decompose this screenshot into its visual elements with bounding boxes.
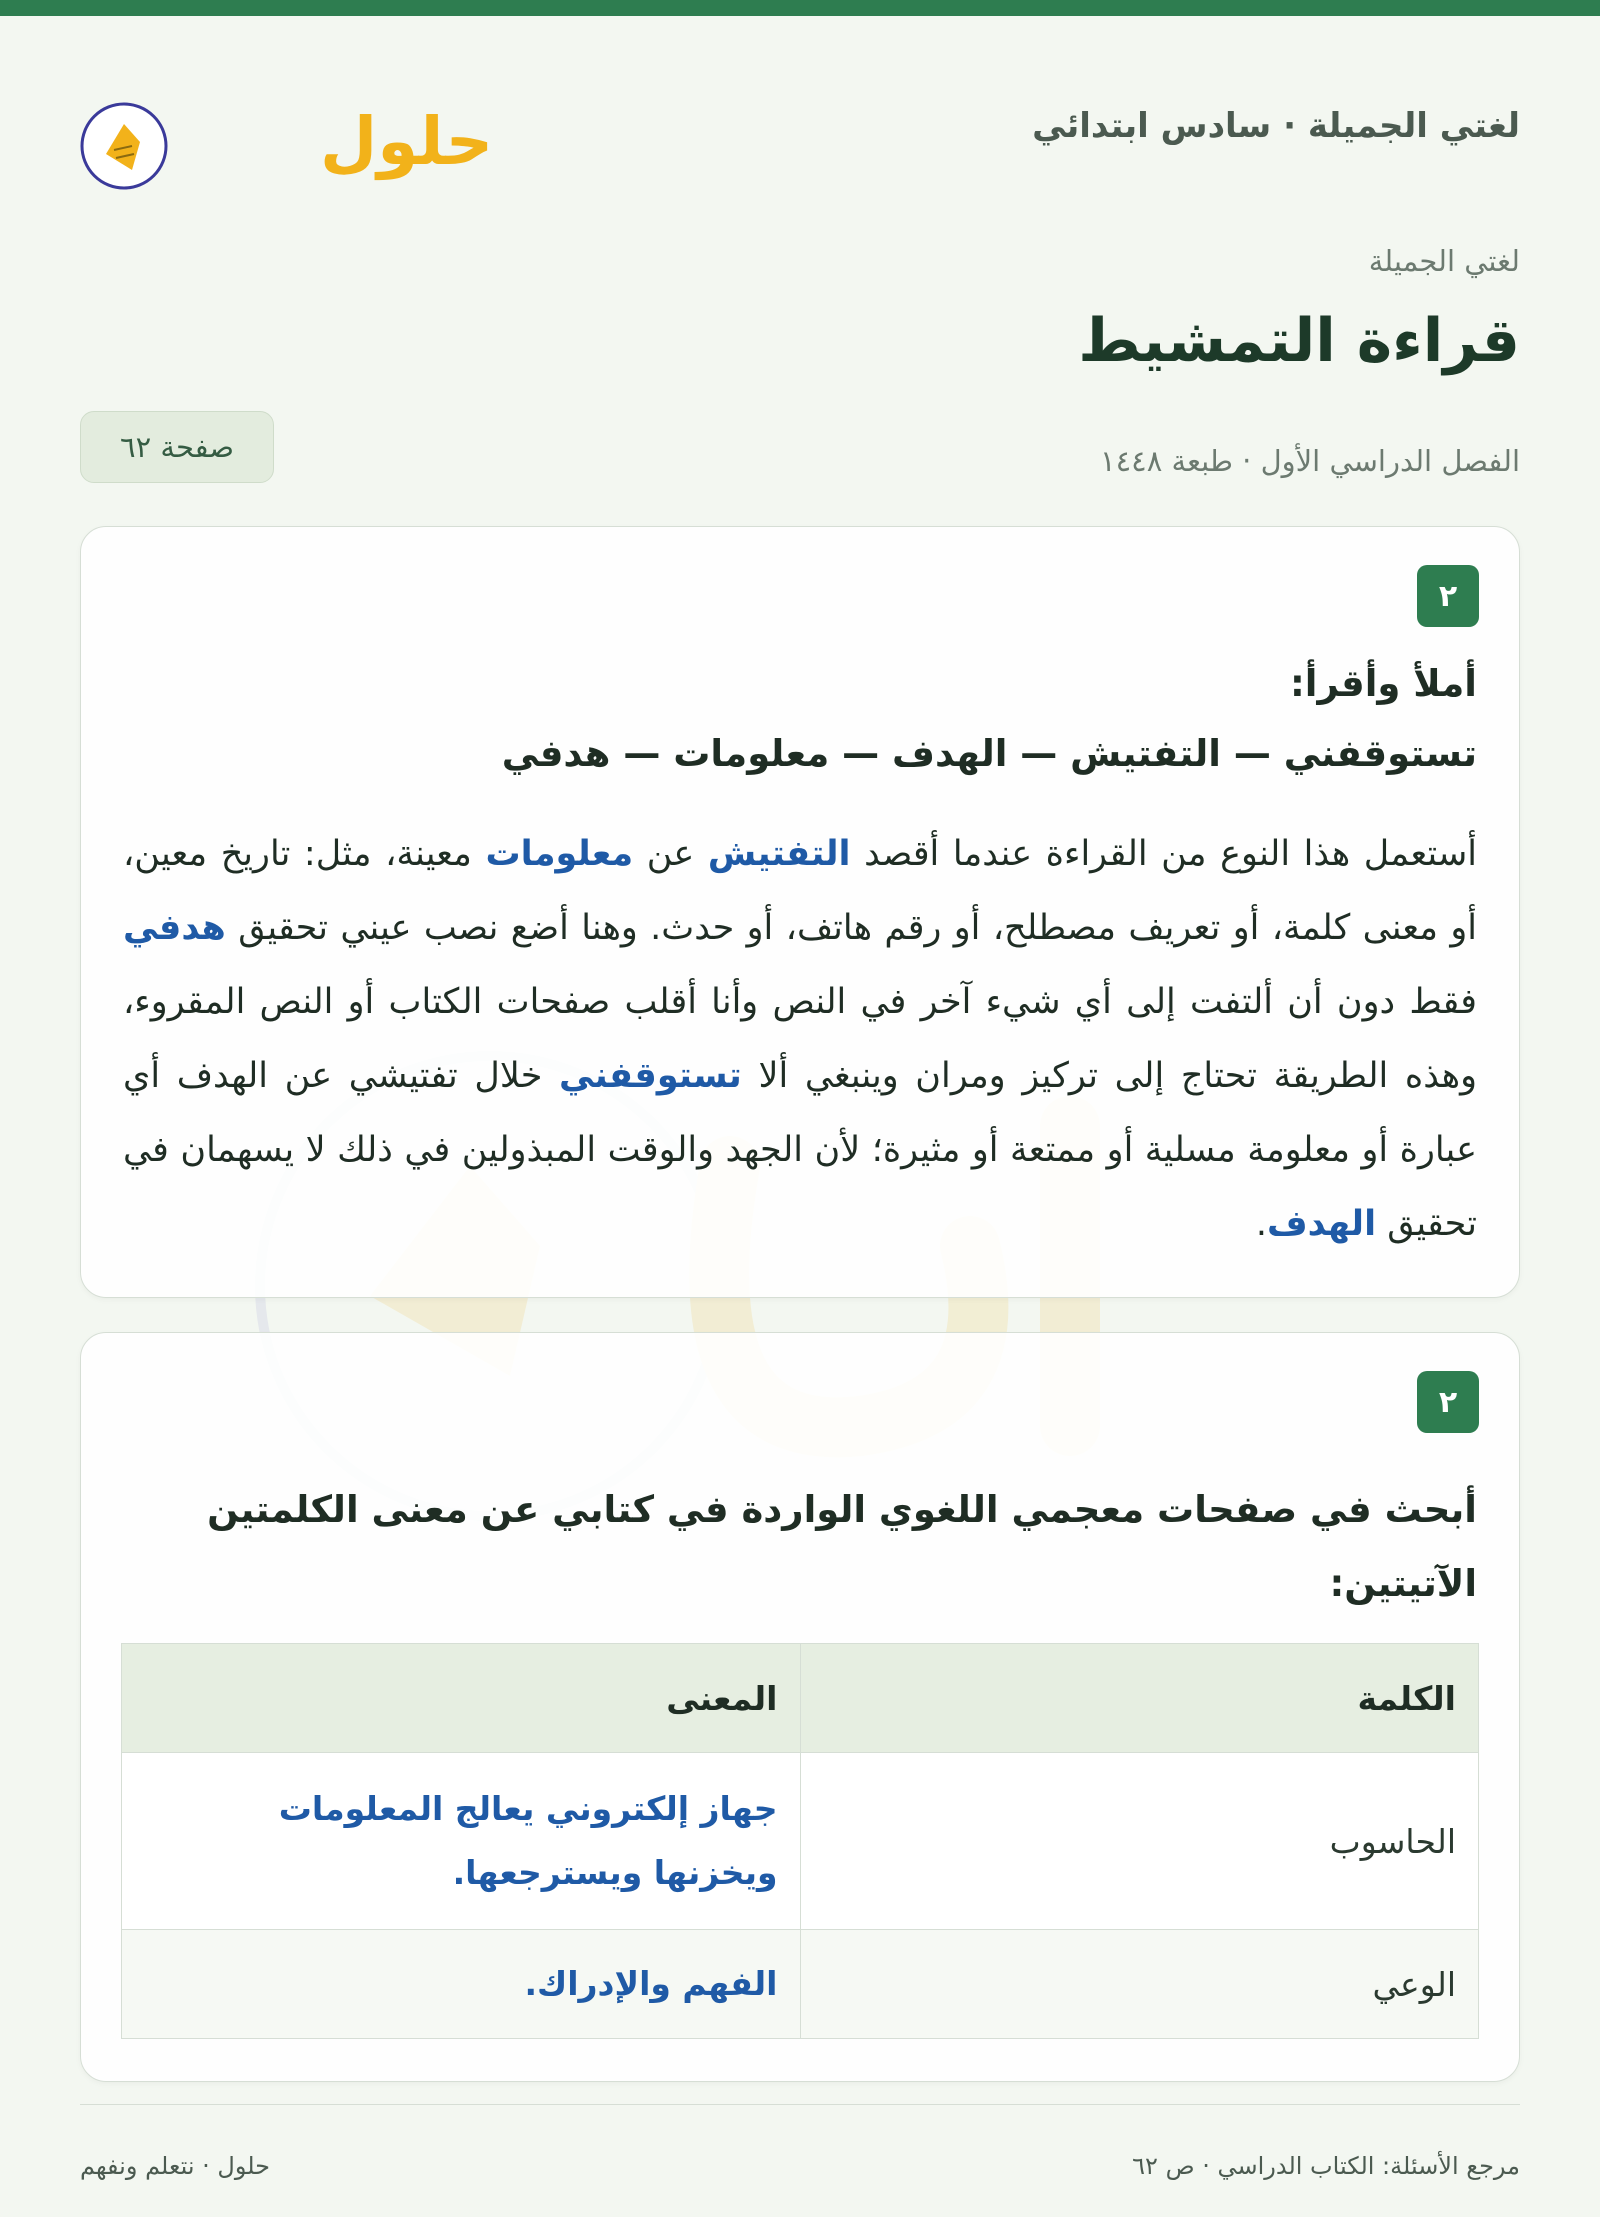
meanings-table <box>121 1643 1479 2039</box>
word-bank: تستوقفني — التفتيش — الهدف — معلومات — هدفي <box>501 732 1477 775</box>
word-cell: الحاسوب <box>800 1753 1479 1930</box>
keyword-highlight: معلومات <box>485 834 634 874</box>
top-accent-bar <box>0 0 1600 16</box>
question-number-badge: ٢ <box>1417 565 1479 627</box>
logo-wordmark: حلول <box>320 103 494 180</box>
page-number-badge: صفحة ٦٢ <box>80 411 274 483</box>
question-number-badge: ٢ <box>1417 1371 1479 1433</box>
word-cell: الوعي <box>800 1930 1479 2039</box>
page-header <box>80 64 1520 194</box>
question-card-fill-read <box>80 526 1520 1298</box>
paragraph-text: خلال تفتيشي عن الهدف أي عبارة أو معلومة مسلية أو ممتعة أو مثيرة؛ لأن الجهد والوقت المبذولين في ذلك لا يسهمان في تحقيق <box>123 1056 1477 1244</box>
header-title: لغتي الجميلة · سادس ابتدائي <box>1032 106 1520 146</box>
meaning-cell: الفهم والإدراك. <box>122 1930 801 2039</box>
question-card-dictionary <box>80 1332 1520 2082</box>
footer-divider <box>80 2104 1520 2105</box>
reading-paragraph <box>123 817 1477 1261</box>
footer-reference: مرجع الأسئلة: الكتاب الدراسي · ص ٦٢ <box>1132 2152 1520 2180</box>
paragraph-text: أستعمل هذا النوع من القراءة عندما أقصد <box>850 834 1477 874</box>
subject-label: لغتي الجميلة <box>1368 244 1520 278</box>
meaning-cell: جهاز إلكتروني يعالج المعلومات ويخزنها ويسترجعها. <box>122 1753 801 1930</box>
keyword-highlight: التفتيش <box>707 834 851 874</box>
keyword-highlight: هدفي <box>123 908 226 948</box>
table-header-meaning: المعنى <box>122 1644 801 1753</box>
paragraph-text: فقط دون أن ألتفت إلى أي شيء آخر في النص وأنا أقلب صفحات الكتاب أو النص المقروء، وهذه الطريقة تحتاج إلى تركيز ومران وينبغي ألا <box>123 982 1477 1096</box>
footer-brand: حلول · نتعلم ونفهم <box>80 2152 270 2180</box>
semester-meta: الفصل الدراسي الأول · طبعة ١٤٤٨ <box>1100 444 1520 478</box>
table-header-word: الكلمة <box>800 1644 1479 1753</box>
keyword-highlight: تستوقفني <box>559 1056 742 1096</box>
brand-logo[interactable] <box>80 84 494 194</box>
paragraph-text: معينة، مثل: تاريخ معين، أو معنى كلمة، أو تعريف مصطلح، أو رقم هاتف، أو حدث. وهنا أضع نصب عيني تحقيق <box>123 834 1477 948</box>
page-title: قراءة التمشيط <box>1078 306 1520 376</box>
keyword-highlight: الهدف <box>1266 1204 1377 1244</box>
table-row <box>122 1930 1479 2039</box>
question-heading: أملأ وأقرأ: <box>1290 662 1477 705</box>
paragraph-text: عن <box>633 834 708 874</box>
table-row <box>122 1753 1479 1930</box>
question-text: أبحث في صفحات معجمي اللغوي الواردة في كتابي عن معنى الكلمتين الآتيتين: <box>207 1488 1477 1605</box>
page <box>80 16 1520 2217</box>
paragraph-text: . <box>1255 1204 1267 1244</box>
